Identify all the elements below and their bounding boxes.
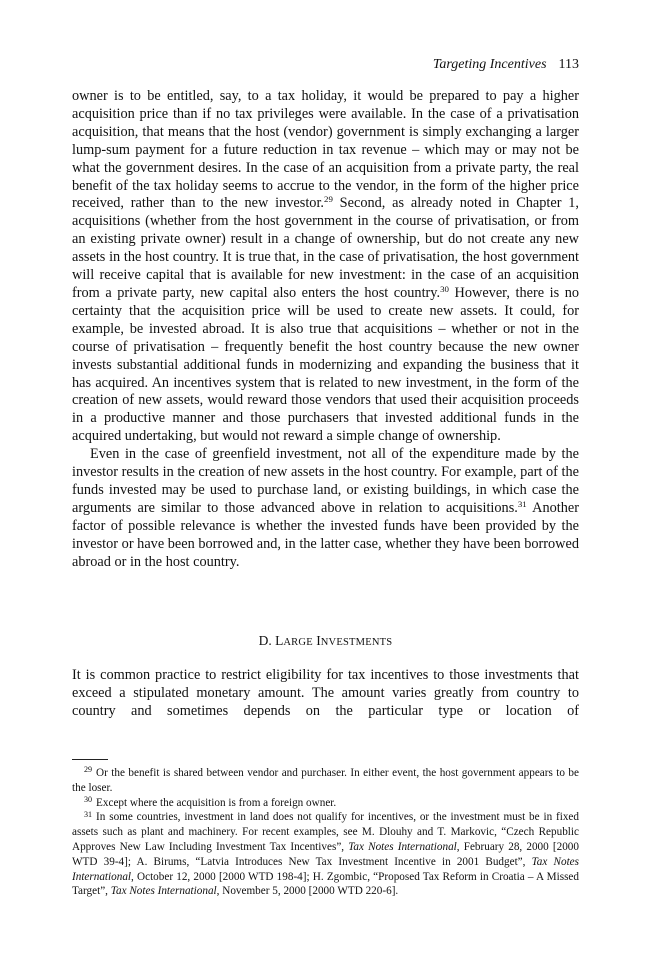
paragraph-text: Second, as already noted in Chapter 1, acquisitions (whether from the host government in the course of privatisation, or from an existing private owner) result in a change of ownership, but do not create any new assets in the host country. It is true that, in the case of privatisation, the host government will receive capital that is available for new investment: in the case of an acquisition from a private party, new capital also enters the host country. <box>72 195 579 301</box>
footnote-text: , October 12, 2000 [2000 WTD 198-4]; H. Zgombic, “Proposed Tax Reform in Croatia – A Missed Target”, <box>72 870 579 898</box>
paragraph-text: Another factor of possible relevance is whether the invested funds have been provided by the investor or have been borrowed and, in the latter case, whether they have been borrowed abroad or in the host country. <box>72 499 579 570</box>
footnote-text: In some countries, investment in land does not qualify for incentives, or the investment must be in fixed assets such as plant and machinery. For recent examples, see M. Dlouhy and T. Markovic, “Czech Republic Approves New Law Including Investment Tax Incentives”, <box>72 811 579 853</box>
footnote-text: Or the benefit is shared between vendor and purchaser. In either event, the host government appears to be the loser. <box>72 767 579 794</box>
footnote-text: , February 28, 2000 [2000 WTD 39-4]; A. Birums, “Latvia Introduces New Tax Investment Incentive in 2001 Budget”, <box>72 840 579 868</box>
footnote-ref-30[interactable]: 30 <box>440 284 449 295</box>
footnote-ref-31[interactable]: 31 <box>517 498 527 509</box>
running-head <box>433 56 579 73</box>
paragraph-acquisitions <box>72 88 579 446</box>
footnote-30 <box>72 796 579 811</box>
journal-title: Tax Notes International <box>72 855 579 883</box>
page-number: 113 <box>558 57 579 72</box>
footnote-29 <box>72 766 579 796</box>
section-body <box>72 667 579 721</box>
footnote-text: Except where the acquisition is from a foreign owner. <box>96 796 337 809</box>
footnote-ref-29[interactable]: 29 <box>324 194 333 205</box>
paragraph-large-investments: It is common practice to restrict eligibility for tax incentives to those investments that exceed a stipulated monetary amount. The amount varies greatly from country to country and sometimes depends on the particular type or location of <box>72 667 579 719</box>
journal-title: Tax Notes International <box>110 885 217 898</box>
section-title <box>275 633 392 648</box>
body-text <box>72 88 579 571</box>
paragraph-text: However, there is no certainty that the acquisition price will be used to create new assets. It could, for example, be invested abroad. It is also true that acquisitions – whether or not in the course of privatisation – frequently benefit the host country because the new owner invests substantial additional funds in modernizing and expanding the business that it has acquired. An incentives system that is related to new investment, in the form of the creation of new assets, would reward those vendors that used their acquisition proceeds in a productive manner and those purchasers that invested additional funds in the acquired undertaking, but would not reward a simple change of ownership. <box>72 284 579 445</box>
footnote-number: 30 <box>84 794 93 804</box>
section-heading <box>72 632 579 651</box>
paragraph-text: owner is to be entitled, say, to a tax holiday, it would be prepared to pay a higher acquisition price than if no tax privileges were available. In the case of a privatisation acquisition, that means that the host (vendor) government is simply exchanging a larger lump-sum payment for a future reduction in tax revenue – which may or may not be what the government desires. In the case of an acquisition from a private party, the real benefit of the tax holiday seems to accrue to the vendor, in the form of the higher price received, rather than to the new investor. <box>72 88 579 212</box>
footnote-text: , November 5, 2000 [2000 WTD 220-6]. <box>216 885 399 898</box>
paragraph-greenfield <box>72 446 579 571</box>
journal-title: Tax Notes International <box>348 840 457 853</box>
footnote-separator <box>72 759 108 760</box>
section-title-initial: I <box>316 633 321 648</box>
footnote-number: 31 <box>84 809 93 819</box>
footnote-number: 29 <box>84 765 93 775</box>
section-title-smallcaps: NVESTMENTS <box>320 637 393 648</box>
footnotes <box>72 766 579 899</box>
section-title-initial: L <box>275 633 284 648</box>
footnote-31 <box>72 810 579 899</box>
section-title-smallcaps: ARGE <box>283 637 313 648</box>
paragraph-text: Even in the case of greenfield investment, not all of the expenditure made by the investor results in the creation of new assets in the host country. For example, part of the funds invested may be used to purchase land, or existing buildings, in which case the arguments are similar to those advanced above in relation to acquisitions. <box>72 446 579 516</box>
section-letter: D. <box>258 633 272 648</box>
running-head-title: Targeting Incentives <box>432 57 547 72</box>
